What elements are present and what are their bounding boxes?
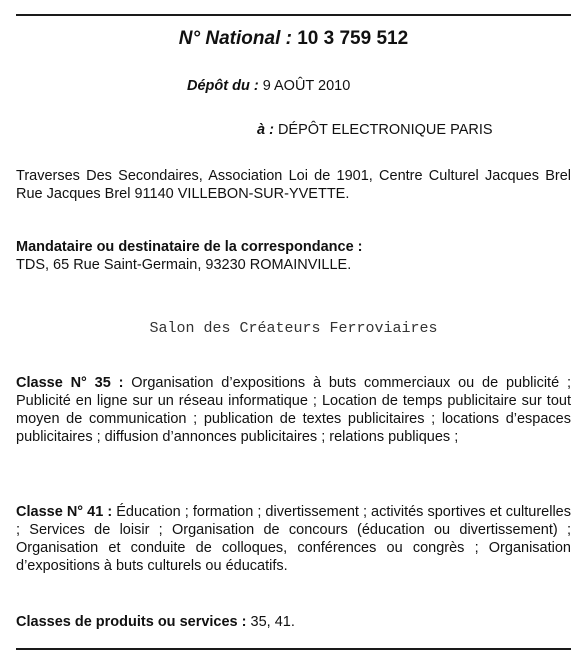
class-35-text: Organisation d’expositions à buts commerciaux ou de publicité ; Publicité en ligne sur un réseau informatique ; Location de temps publicitaire sur tout moyen de communication ; publication de textes publicitaires ; locations d’espaces publicitaires ; diffusion d’annonces publicitaires ; relations publiques ; bbox=[16, 375, 571, 445]
filing-date bbox=[187, 77, 350, 95]
filing-location-label: à : bbox=[257, 122, 274, 138]
national-number-heading bbox=[16, 27, 571, 51]
class-41-text: Éducation ; formation ; divertissement ; activités sportives et culturelles ; Services de loisir ; Organisation de concours (éducation ou divertissement) ; Organisation et conduite de colloques, conférences ou congrès ; Organisation d’expositions à buts culturels ou éducatifs. bbox=[16, 504, 571, 574]
filing-location bbox=[257, 121, 493, 139]
filing-location-value: DÉPÔT ELECTRONIQUE PARIS bbox=[277, 122, 493, 138]
filing-date-value: 9 AOÛT 2010 bbox=[262, 78, 351, 94]
correspondent-label: Mandataire ou destinataire de la correspondance : bbox=[16, 239, 363, 255]
trademark-name: Salon des Créateurs Ferroviaires bbox=[149, 320, 438, 337]
class-41-label: Classe N° 41 : bbox=[16, 504, 113, 520]
correspondent-address: TDS, 65 Rue Saint-Germain, 93230 ROMAINVILLE. bbox=[16, 257, 352, 273]
class-35-label: Classe N° 35 : bbox=[16, 375, 124, 391]
national-number-label: N° National : bbox=[178, 28, 292, 49]
product-classes-label: Classes de produits ou services : bbox=[16, 614, 247, 630]
national-number-value: 10 3 759 512 bbox=[297, 28, 409, 49]
correspondent-paragraph bbox=[16, 238, 571, 274]
top-divider bbox=[16, 14, 571, 16]
applicant-paragraph: Traverses Des Secondaires, Association Loi de 1901, Centre Culturel Jacques Brel Rue Jacques Brel 91140 VILLEBON-SUR-YVETTE. bbox=[16, 168, 571, 202]
product-classes-value: 35, 41. bbox=[250, 614, 295, 630]
filing-date-label: Dépôt du : bbox=[187, 78, 259, 94]
product-classes-paragraph bbox=[16, 613, 571, 631]
class-41-paragraph bbox=[16, 503, 571, 575]
class-35-paragraph bbox=[16, 374, 571, 446]
trademark-notice bbox=[16, 0, 571, 660]
bottom-divider bbox=[16, 648, 571, 650]
